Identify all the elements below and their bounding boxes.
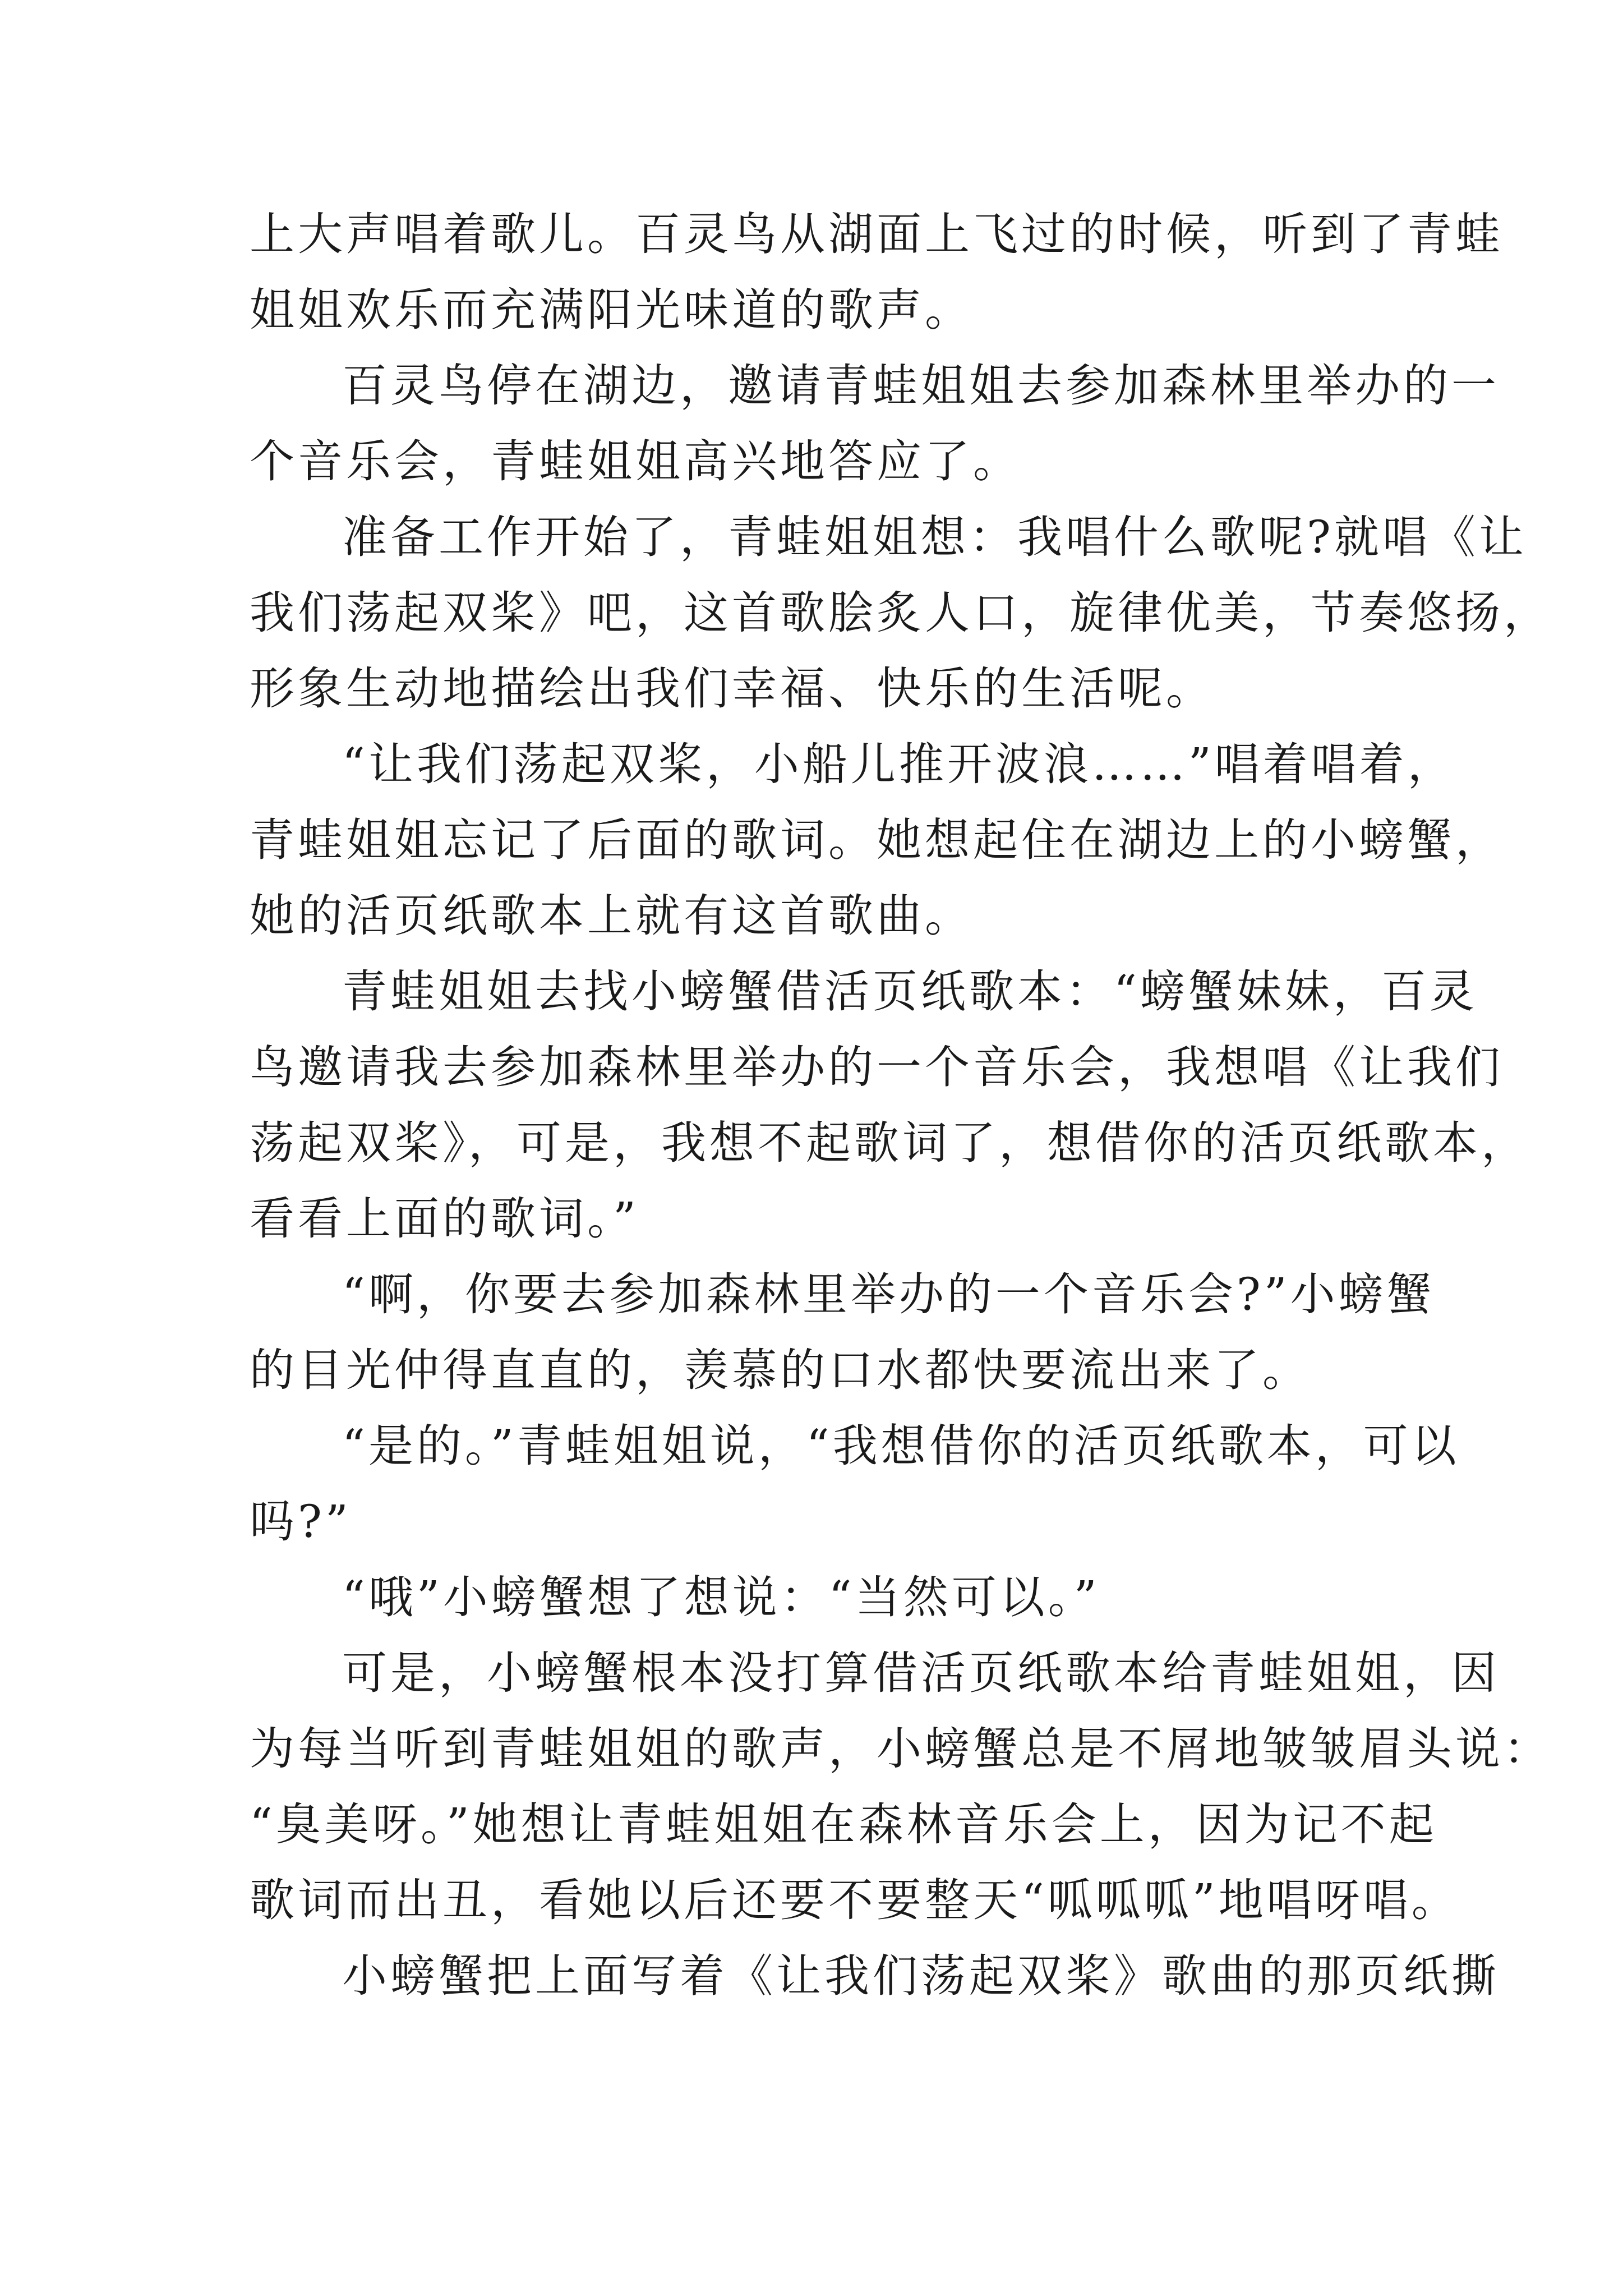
text-line: 鸟邀请我去参加森林里举办的一个音乐会，我想唱《让我们: [250, 1041, 1504, 1093]
text-line: 小螃蟹把上面写着《让我们荡起双桨》歌曲的那页纸撕: [342, 1950, 1500, 2002]
text-line: 百灵鸟停在湖边，邀请青蛙姐姐去参加森林里举办的一: [342, 360, 1500, 412]
text-line: “啊，你要去参加森林里举办的一个音乐会?”小螃蟹: [342, 1268, 1435, 1320]
text-line: 姐姐欢乐而充满阳光味道的歌声。: [250, 284, 973, 336]
text-line: “是的。”青蛙姐姐说，“我想借你的活页纸歌本，可以: [342, 1420, 1460, 1472]
text-line: 我们荡起双桨》吧，这首歌脍炙人口，旋律优美，节奏悠扬，: [250, 587, 1552, 639]
text-line: 形象生动地描绘出我们幸福、快乐的生活呢。: [250, 662, 1214, 715]
text-line: 她的活页纸歌本上就有这首歌曲。: [250, 890, 973, 942]
text-line: “臭美呀。”她想让青蛙姐姐在森林音乐会上，因为记不起: [250, 1798, 1437, 1851]
text-line: 青蛙姐姐忘记了后面的歌词。她想起住在湖边上的小螃蟹，: [250, 814, 1504, 866]
text-line: 准备工作开始了，青蛙姐姐想：我唱什么歌呢?就唱《让: [342, 511, 1527, 563]
text-line: “让我们荡起双桨，小船儿推开波浪……”唱着唱着，: [342, 738, 1456, 790]
document-body: [250, 196, 1552, 2014]
text-line: 可是，小螃蟹根本没打算借活页纸歌本给青蛙姐姐，因: [342, 1647, 1500, 1699]
text-line: 上大声唱着歌儿。百灵鸟从湖面上飞过的时候，听到了青蛙: [250, 208, 1504, 260]
text-line: 看看上面的歌词。”: [250, 1193, 639, 1245]
text-line: 荡起双桨》，可是，我想不起歌词了，想借你的活页纸歌本，: [250, 1117, 1529, 1169]
text-line: 为每当听到青蛙姐姐的歌声，小螃蟹总是不屑地皱皱眉头说：: [250, 1723, 1552, 1775]
text-line: 个音乐会，青蛙姐姐高兴地答应了。: [250, 435, 1021, 487]
text-line: “哦”小螃蟹想了想说：“当然可以。”: [342, 1571, 1100, 1623]
text-line: 歌词而出丑，看她以后还要不要整天“呱呱呱”地唱呀唱。: [250, 1874, 1460, 1926]
text-line: 青蛙姐姐去找小螃蟹借活页纸歌本：“螃蟹妹妹，百灵: [342, 965, 1478, 1018]
text-line: 的目光仲得直直的，羡慕的口水都快要流出来了。: [250, 1344, 1311, 1396]
text-line: 吗?”: [250, 1496, 352, 1548]
